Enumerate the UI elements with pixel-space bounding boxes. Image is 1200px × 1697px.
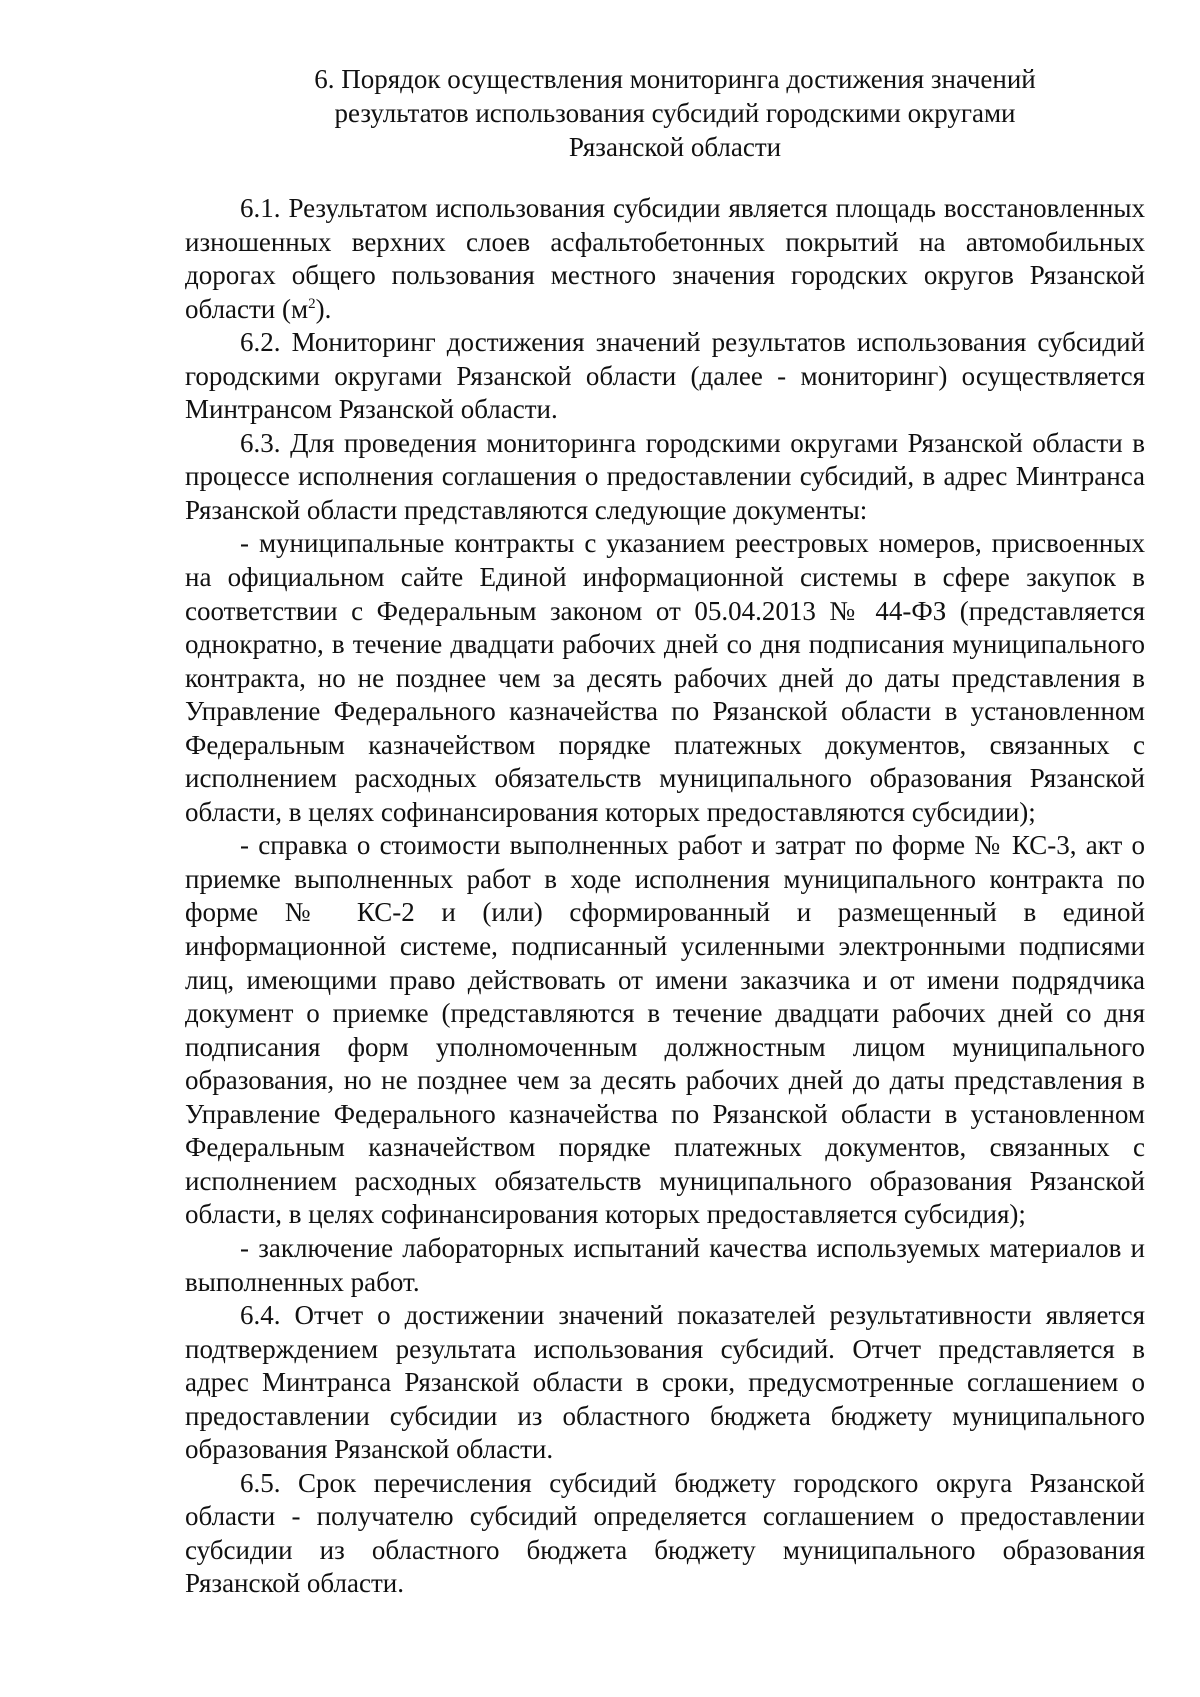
paragraph-6-5: 6.5. Срок перечисления субсидий бюджету городского округа Рязанской области - получателю субсидий определяется соглашением о предоставлении субсидии из областного бюджета бюджету муниципального образования Рязанской области. [185, 1467, 1145, 1599]
paragraph-6-3: 6.3. Для проведения мониторинга городскими округами Рязанской области в процессе исполнения соглашения о предоставлении субсидий, в адрес Минтранса Рязанской области представляются следующие документы: [185, 427, 1145, 525]
list-item-lab-conclusion: - заключение лабораторных испытаний качества используемых материалов и выполненных работ. [185, 1232, 1145, 1297]
heading-line-2: результатов использования субсидий городскими округами [334, 98, 1016, 128]
list-item-contracts: - муниципальные контракты с указанием реестровых номеров, присвоенных на официальном сайте Единой информационной системы в сфере закупок в соответствии с Федеральным законом от 05.04.2013 № 44-ФЗ (представляется однократно, в течение двадцати рабочих дней со дня подписания муниципального контракта, но не позднее чем за десять рабочих дней до даты представления в Управление Федерального казначейства по Рязанской области в установленном Федеральным казначейством порядке платежных документов, связанных с исполнением расходных обязательств муниципального образования Рязанской области, в целях софинансирования которых предоставляются субсидии); [185, 528, 1145, 827]
paragraph-6-1-text: 6.1. Результатом использования субсидии является площадь восстановленных изношенных верхних слоев асфальтобетонных покрытий на автомобильных дорогах общего пользования местного значения городских округов Рязанской области (м [185, 193, 1145, 324]
paragraph-6-1 [185, 192, 1145, 326]
list-item-ks3-certificate: - справка о стоимости выполненных работ и затрат по форме № КС-3, акт о приемке выполненных работ в ходе исполнения муниципального контракта по форме № КС-2 и (или) сформированный и размещенный в единой информационной системе, подписанный усиленными электронными подписями лиц, имеющими право действовать от имени заказчика и от имени подрядчика документ о приемке (представляются в течение двадцати рабочих дней со дня подписания форм уполномоченным должностным лицом муниципального образования, но не позднее чем за десять рабочих дней до даты представления в Управление Федерального казначейства по Рязанской области в установленном Федеральным казначейством порядке платежных документов, связанных с исполнением расходных обязательств муниципального образования Рязанской области, в целях софинансирования которых предоставляется субсидия); [185, 830, 1145, 1230]
paragraph-6-2: 6.2. Мониторинг достижения значений результатов использования субсидий городскими округами Рязанской области (далее - мониторинг) осуществляется Минтрансом Рязанской области. [185, 327, 1145, 425]
document-body [185, 192, 1145, 1601]
paragraph-6-4: 6.4. Отчет о достижении значений показателей результативности является подтверждением результата использования субсидий. Отчет представляется в адрес Минтранса Рязанской области в сроки, предусмотренные соглашением о предоставлении субсидии из областного бюджета бюджету муниципального образования Рязанской области. [185, 1300, 1145, 1465]
paragraph-6-1-tail: ). [315, 293, 332, 324]
heading-line-3: Рязанской области [568, 132, 782, 162]
section-heading [250, 62, 1100, 164]
heading-line-1: 6. Порядок осуществления мониторинга достижения значений [314, 64, 1036, 94]
paragraph-6-1-superscript: 2 [308, 295, 316, 312]
